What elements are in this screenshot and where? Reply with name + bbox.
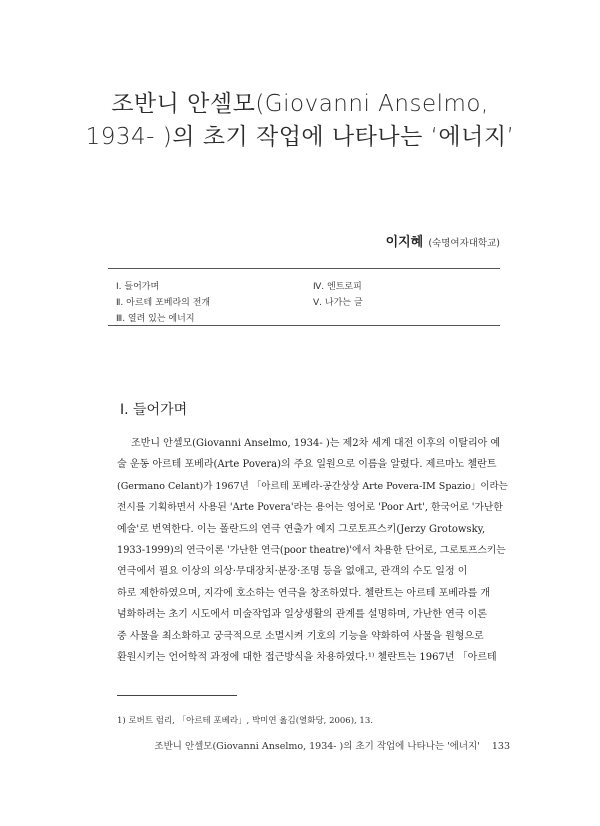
body-line: 술 운동 아르테 포베라(Arte Povera)의 주요 일원으로 이름을 알렸다. 제르마노 첼란트 xyxy=(117,459,497,471)
author-block xyxy=(386,231,500,250)
body-line: 하로 제한하였으며, 지각에 호소하는 연극을 창조하였다. 첼란트는 아르테 포베라를 개 xyxy=(117,587,491,599)
toc-item: Ⅲ. 열려 있는 에너지 xyxy=(116,314,195,324)
body-line: 념화하려는 초기 시도에서 미술작업과 일상생활의 관계를 설명하며, 가난한 연극 이론 xyxy=(117,609,487,621)
running-footer xyxy=(154,738,510,752)
body-line: 전시를 기획하면서 사용된 'Arte Povera'라는 용어는 영어로 'Poor Art', 한국어로 '가난한 xyxy=(117,502,503,514)
footnote-divider xyxy=(117,695,237,696)
body-text xyxy=(117,433,510,668)
body-line: 1933-1999)의 연극이론 '가난한 연극(poor theatre)'에서 차용한 단어로, 그로토프스키는 xyxy=(117,545,506,557)
body-line: 환원시키는 언어학적 과정에 대한 접근방식을 차용하였다.¹⁾ 첼란트는 1967년 「아르테 xyxy=(117,652,497,664)
paper-title-line-2: 1934- )의 초기 작업에 나타나는 ‘에너지’ xyxy=(85,124,515,150)
author-name: 이지혜 xyxy=(385,235,424,250)
body-line: 중 사물을 최소화하고 궁극적으로 소멸시켜 기호의 기능을 약화하여 사물을 원형으로 xyxy=(117,630,484,642)
page-number: 133 xyxy=(491,741,510,752)
toc-item: Ⅱ. 아르테 포베라의 전개 xyxy=(116,298,211,308)
paper-title xyxy=(0,88,600,154)
paper-title-line-1: 조반니 안셀모(Giovanni Anselmo, xyxy=(111,91,489,117)
body-line: (Germano Celant)가 1967년 「아르테 포베라-공간상상 Arte Povera-IM Spazio」이라는 xyxy=(117,480,508,492)
table-of-contents xyxy=(108,268,500,326)
body-line: 예술'로 번역한다. 이는 폴란드의 연극 연출가 예지 그로토프스키(Jerzy Grotowsky, xyxy=(117,523,486,535)
body-line: 연극에서 필요 이상의 의상·무대장치·분장·조명 등을 없애고, 관객의 수도 일정 이 xyxy=(117,566,468,578)
footnote: 1) 로버트 럼리, 「아르테 포베라」, 박미연 옮김(열화당, 2006), 13. xyxy=(117,716,373,726)
running-footer-title: 조반니 안셀모(Giovanni Anselmo, 1934- )의 초기 작업에 나타나는 '에너지' xyxy=(154,741,480,752)
toc-item: Ⅰ. 들어가며 xyxy=(116,282,160,292)
author-affiliation: (숙명여자대학교) xyxy=(428,238,500,249)
toc-item: Ⅳ. 엔트로피 xyxy=(313,282,362,292)
toc-item: Ⅴ. 나가는 글 xyxy=(313,298,363,308)
section-heading: Ⅰ. 들어가며 xyxy=(120,402,188,418)
body-line: 조반니 안셀모(Giovanni Anselmo, 1934- )는 제2차 세계 대전 이후의 이탈리아 예 xyxy=(131,438,501,449)
